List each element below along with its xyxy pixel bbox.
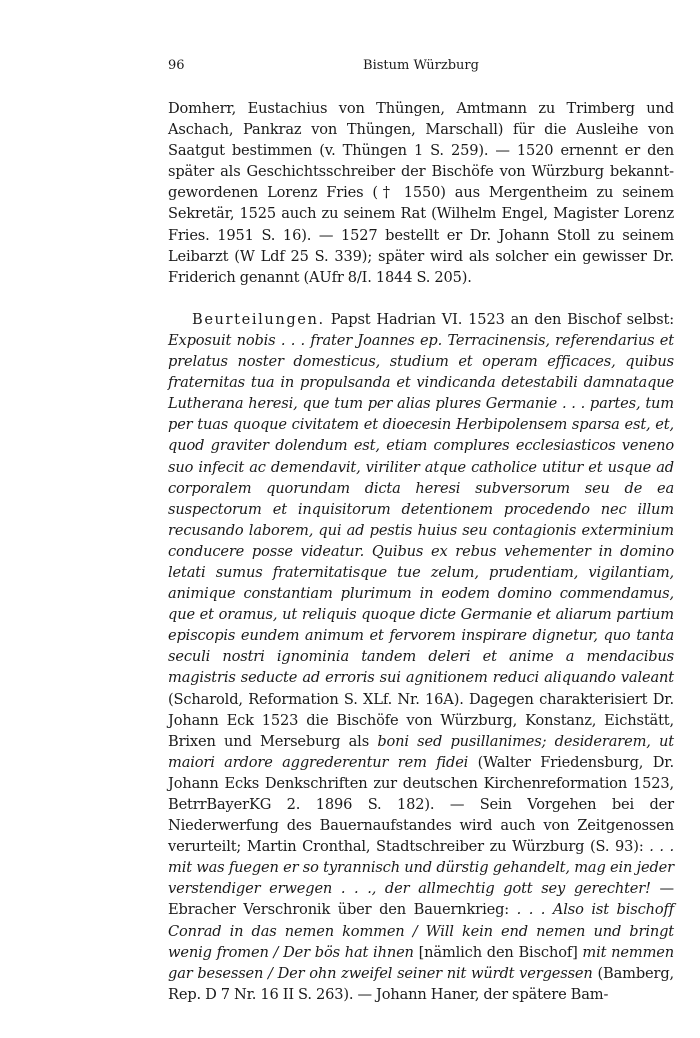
paragraph-beurteilungen [168, 309, 674, 1005]
running-head-title: Bistum Würzburg [363, 58, 479, 73]
text-segment: — Ebracher Verschronik über den Bauernkrieg: [168, 880, 674, 919]
running-head [168, 58, 674, 82]
quote-ebracher-verschronik: . . . Also ist bischoff Conrad in das nemen kommen / Will kein end nemen und bringt wenig fromen / Der bös hat ihnen [168, 901, 674, 961]
text-segment: (Walter Friedensburg, Dr. Johann Ecks Denkschriften zur deutschen Kirchenreformation 1523, BetrrBayerKG 2. 1896 S. 182). — Sein Vorgehen bei der Niederwerfung des Bauernaufstandes wird auch von Zeitgenossen verurteilt; Martin Cronthal, Stadtschreiber zu Würzburg (S. 93): [168, 753, 674, 856]
latin-quote-eck: boni sed pusillanimes; desiderarem, ut maiori ardore aggrederentur rem fidei [168, 732, 674, 771]
text-segment: (Scharold, Reformation S. XLf. Nr. 16A). Dagegen charakterisiert Dr. Johann Eck 1523 die Bischöfe von Würzburg, Konstanz, Eichstätt, Brixen und Merseburg als [168, 690, 674, 750]
text-segment: Papst Hadrian VI. 1523 an den Bischof selbst: [324, 310, 674, 328]
latin-quote-hadrian: Exposuit nobis . . . frater Joannes ep. Terracinensis, referendarius et prelatus noster domesticus, studium et operam efficaces, quibus fraternitas tua in propulsanda et vindicanda detestabili damnataque Lutherana heresi, que tum per alias plures Germanie . . . partes, tum per tuas quoque civitatem et dioecesin Herbipolensem sparsa est, et, quod graviter dolendum est, etiam complures ecclesiasticos veneno suo infecit ac demendavit, viriliter atque catholice utitur et usque ad corporalem quorundam dicta heresi subversorum seu de ea suspectorum et inquisitorum detentionem procedendo nec illum recusando laborem, qui ad pestis huius seu contagionis exterminium conducere posse videatur. Quibus ex rebus vehementer in domino letati sumus fraternitatisque tue zelum, prudentiam, vigilantiam, animique constantiam plurimum in eodem domino commendamus, que et oramus, ut reliquis quoque dicte Germanie et aliarum partium episcopis eundem animum et fervorem inspirare dignetur, quo tanta seculi nostri ignominia tandem deleri et anime a mendacibus magistris seducte ad erroris sui agnitionem reduci aliquando valeant [168, 331, 674, 687]
quote-ebracher-verschronik-cont: mit nemmen gar besessen / Der ohn zweifel seiner nit würdt vergessen [168, 943, 674, 982]
paragraph-domherr: Domherr, Eustachius von Thüngen, Amtmann zu Trimberg und Aschach, Pankraz von Thüngen, Marschall) für die Ausleihe von Saatgut bestimmen (v. Thüngen 1 S. 259). — 1520 ernennt er den später als Geschichtsschreiber der Bischöfe von Würzburg bekanntgewordenen Lorenz Fries († 1550) aus Mergentheim zu seinem Sekretär, 1525 auch zu seinem Rat (Wilhelm Engel, Magister Lorenz Fries. 1951 S. 16). — 1527 bestellt er Dr. Johann Stoll zu seinem Leibarzt (W Ldf 25 S. 339); später wird als solcher ein gewisser Dr. Friderich genannt (AUfr 8/I. 1844 S. 205). [168, 100, 674, 286]
quote-cronthal: . . . mit was fuegen er so tyrannisch und dürstig gehandelt, mag ein jeder verstendiger erwegen . . ., der allmechtig gott sey gerechter! [168, 838, 674, 898]
book-page [168, 58, 674, 1005]
section-heading-beurteilungen: Beurteilungen. [192, 310, 325, 328]
page-number: 96 [168, 58, 185, 73]
text-segment: (Bamberg, Rep. D 7 Nr. 16 II S. 263). — Johann Haner, der spätere Bam- [168, 964, 674, 1003]
editorial-insertion: [nämlich den Bischof] [413, 943, 583, 961]
